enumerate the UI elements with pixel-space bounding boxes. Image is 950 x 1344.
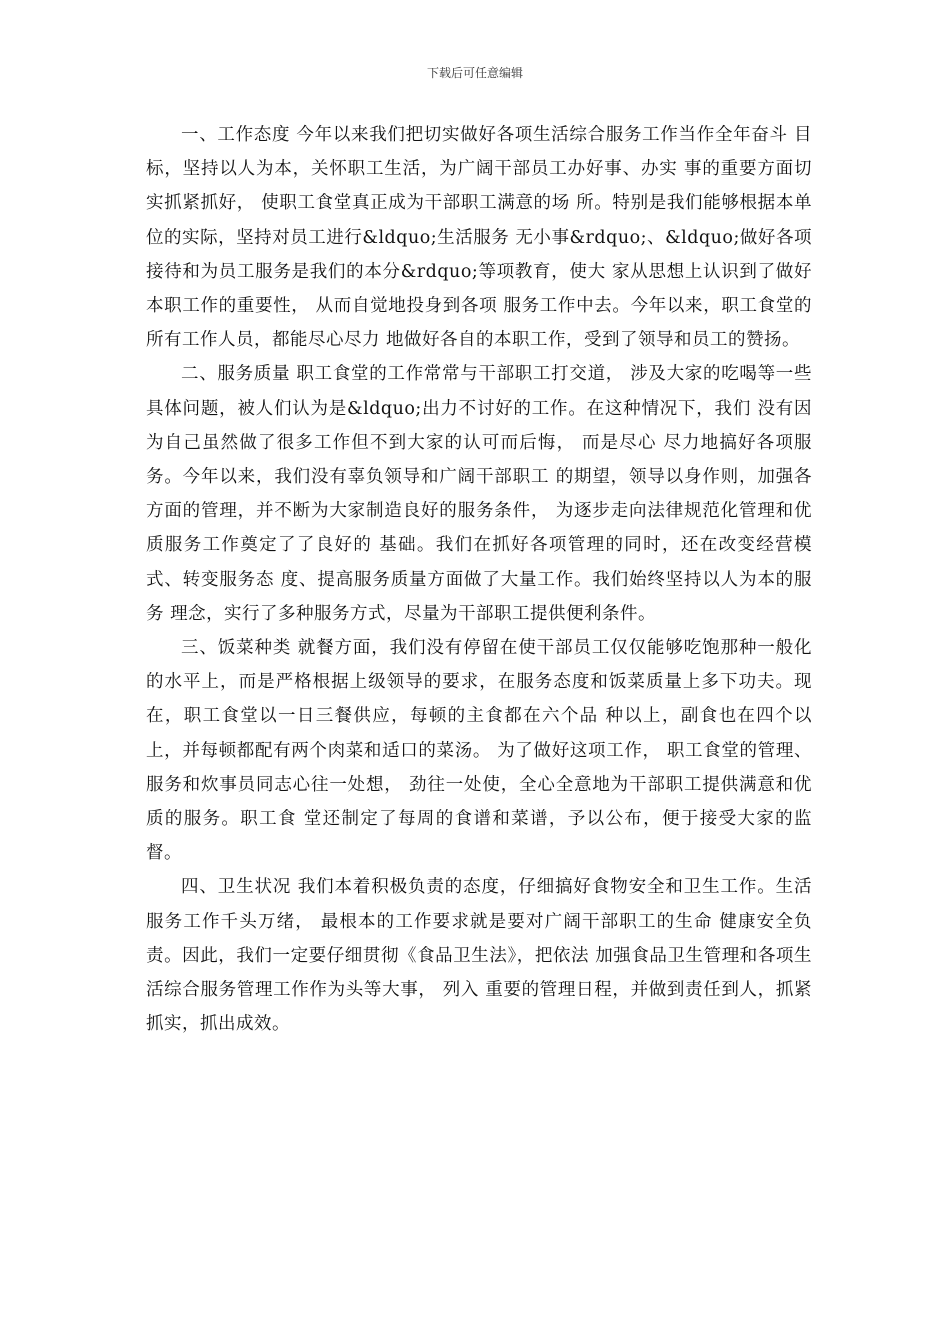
document-body	[146, 118, 812, 1041]
paragraph-hygiene-status: 四、卫生状况 我们本着积极负责的态度，仔细搞好食物安全和卫生工作。生活 服务工作千头万绪， 最根本的工作要求就是要对广阔干部职工的生命 健康安全负责。因此，我们一定要仔细贯彻《食品卫生法》，把依法 加强食品卫生管理和各项生活综合服务管理工作作为头等大事， 列入 重要的管理日程，并做到责任到人，抓紧抓实，抓出成效。	[146, 877, 812, 1035]
paragraph-service-quality: 二、服务质量 职工食堂的工作常常与干部职工打交道， 涉及大家的吃喝等一些 具体问题，被人们认为是&ldquo;出力不讨好的工作。在这种情况下，我们 没有因为自己虽然做了很多工作但不到大家的认可而后悔， 而是尽心 尽力地搞好各项服务。今年以来，我们没有辜负领导和广阔干部职工 的期望，领导以身作则，加强各方面的管理，并不断为大家制造良好的服务条件， 为逐步走向法律规范化管理和优质服务工作奠定了了良好的 基础。我们在抓好各项管理的同时，还在改变经营模式、转变服务态 度、提高服务质量方面做了大量工作。我们始终坚持以人为本的服务 理念，实行了多种服务方式，尽量为干部职工提供便利条件。	[146, 364, 812, 624]
page-header-note: 下载后可任意编辑	[426, 66, 523, 80]
paragraph-work-attitude: 一、工作态度 今年以来我们把切实做好各项生活综合服务工作当作全年奋斗 目标，坚持以人为本，关怀职工生活，为广阔干部员工办好事、办实 事的重要方面切实抓紧抓好， 使职工食堂真正成为干部职工满意的场 所。特别是我们能够根据本单位的实际，坚持对员工进行&ldquo;生活服务 无小事&rdquo;、&ldquo;做好各项接待和为员工服务是我们的本分&rdquo;等项教育，使大 家从思想上认识到了做好本职工作的重要性， 从而自觉地投身到各项 服务工作中去。今年以来，职工食堂的所有工作人员，都能尽心尽力 地做好各自的本职工作，受到了领导和员工的赞扬。	[146, 125, 812, 351]
paragraph-dish-variety: 三、饭菜种类 就餐方面，我们没有停留在使干部员工仅仅能够吃饱那种一般化 的水平上，而是严格根据上级领导的要求，在服务态度和饭菜质量上多下功夫。现在，职工食堂以一日三餐供应，每顿的主食都在六个品 种以上，副食也在四个以上，并每顿都配有两个肉菜和适口的菜汤。 为了做好这项工作， 职工食堂的管理、 服务和炊事员同志心往一处想， 劲往一处使，全心全意地为干部职工提供满意和优质的服务。职工食 堂还制定了每周的食谱和菜谱，予以公布，便于接受大家的监督。	[146, 638, 812, 864]
